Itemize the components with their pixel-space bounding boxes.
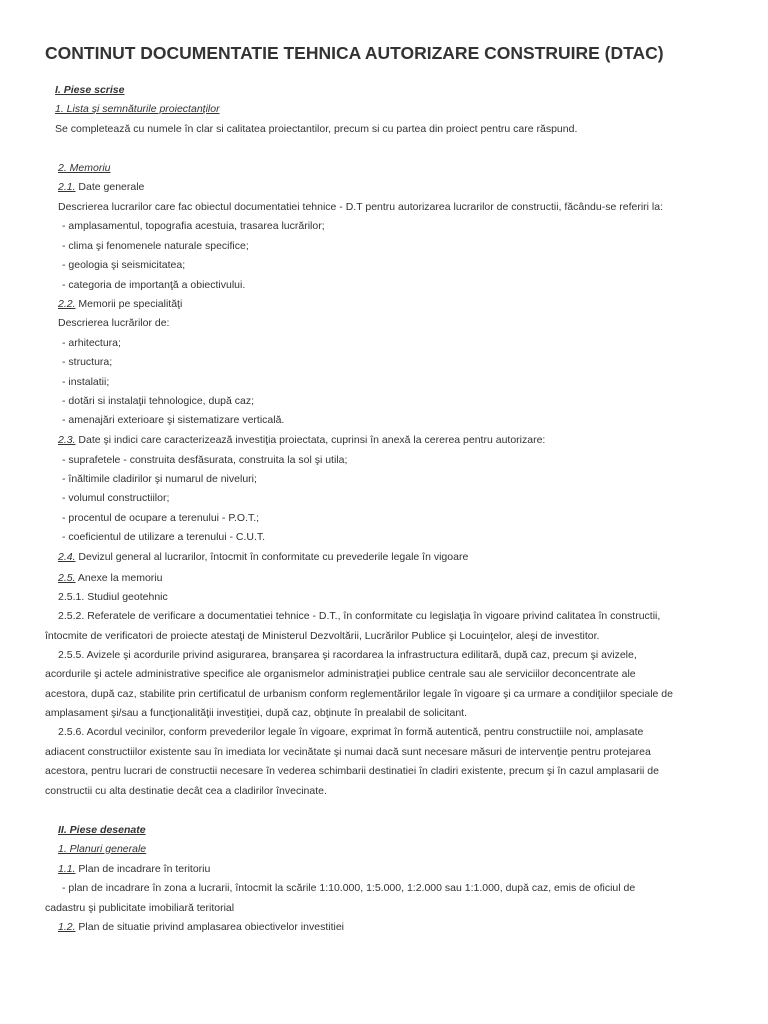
list-item: - coeficientul de utilizare a terenului - C.U.T.	[62, 531, 266, 543]
list-item: - înăltimile cladirilor şi numarul de niveluri;	[62, 473, 257, 485]
subheading-lista-semnaturi: 1. Lista şi semnăturile proiectanţilor	[55, 103, 220, 115]
paragraph-memorii: Descrierea lucrărilor de:	[58, 317, 170, 329]
item-label: Memorii pe specialităţi	[75, 298, 183, 310]
list-item: - amplasamentul, topografia acestuia, trasarea lucrărilor;	[62, 220, 325, 232]
paragraph-line: acestora, după caz, stabilite prin certificatul de urbanism conform reglementărilor legale în vigoare şi ca urmare a condiţiilor speciale de	[45, 688, 673, 700]
item-label: Plan de incadrare în teritoriu	[75, 863, 211, 875]
paragraph-line: acestora, pentru lucrari de constructii necesare în vederea schimbarii destinatiei în cladiri existente, precum şi în cazul amplasarii de	[45, 765, 659, 777]
item-label: Date generale	[75, 181, 145, 193]
paragraph-line: acordurile şi actele administrative specifice ale organismelor administraţiei publice centrale sau ale serviciilor deconcentrate ale	[45, 668, 636, 680]
paragraph-line: amplasament şi/sau a funcţionalităţii investiţiei, după caz, obţinute în prealabil de solicitant.	[45, 707, 467, 719]
subheading-memoriu: 2. Memoriu	[58, 162, 111, 174]
list-item: - clima şi fenomenele naturale specifice;	[62, 240, 249, 252]
item-2-4	[58, 550, 468, 564]
item-label: Anexe la memoriu	[75, 572, 163, 584]
paragraph-lista-semnaturi: Se completează cu numele în clar si calitatea proiectantilor, precum si cu partea din proiect pentru care răspund.	[55, 123, 578, 135]
list-item: - categoria de importanţă a obiectivului.	[62, 279, 246, 291]
list-item: - dotări si instalaţii tehnologice, după caz;	[62, 395, 255, 407]
item-2-2	[58, 297, 182, 311]
paragraph-line: întocmite de verificatori de proiecte atestaţi de Ministerul Dezvoltării, Lucrărilor Publice şi Locuinţelor, aleşi de investitor.	[45, 630, 600, 642]
item-1-2	[58, 920, 344, 934]
item-label: Devizul general al lucrarilor, întocmit în conformitate cu prevederile legale în vigoare	[75, 551, 469, 563]
list-item: - amenajări exterioare şi sistematizare verticală.	[62, 414, 285, 426]
item-number: 2.2.	[58, 298, 76, 310]
list-item: - volumul constructiilor;	[62, 492, 170, 504]
list-item: - suprafetele - construita desfăsurata, construita la sol şi utila;	[62, 454, 348, 466]
subheading-planuri-generale: 1. Planuri generale	[58, 843, 147, 855]
item-1-1	[58, 862, 210, 876]
item-number: 2.3.	[58, 434, 76, 446]
item-label: Plan de situatie privind amplasarea obiectivelor investitiei	[75, 921, 344, 933]
paragraph-line: 2.5.5. Avizele şi acordurile privind asigurarea, branşarea şi racordarea la infrastructura edilitară, după caz, precum şi avizele,	[58, 649, 637, 661]
list-item: - structura;	[62, 356, 113, 368]
paragraph-line: - plan de incadrare în zona a lucrarii, întocmit la scările 1:10.000, 1:5.000, 1:2.000 sau 1:1.000, după caz, emis de oficiul de	[62, 882, 636, 894]
paragraph-line: constructii cu alta destinatie decât cea a cladirilor învecinate.	[45, 785, 327, 797]
item-2-1	[58, 180, 144, 194]
item-2-5-1: 2.5.1. Studiul geotehnic	[58, 591, 168, 603]
item-label: Date şi indici care caracterizează investiţia proiectata, cuprinsi în anexă la cererea pentru autorizare:	[75, 434, 546, 446]
item-number: 2.4.	[58, 551, 76, 563]
paragraph-line: adiacent constructiilor existente sau în imediata lor vecinătate şi numai dacă sunt necesare măsuri de intervenţie pentru protejarea	[45, 746, 651, 758]
item-number: 1.1.	[58, 863, 76, 875]
list-item: - geologia şi seismicitatea;	[62, 259, 186, 271]
item-number: 2.1.	[58, 181, 76, 193]
item-2-5	[58, 571, 162, 585]
paragraph-line: 2.5.2. Referatele de verificare a documentatiei tehnice - D.T., în conformitate cu legislaţia în vigoare privind calitatea în constructii,	[58, 610, 661, 622]
item-number: 1.2.	[58, 921, 76, 933]
paragraph-line: cadastru şi publicitate imobiliară teritorial	[45, 902, 235, 914]
section-heading-piese-scrise: I. Piese scrise	[55, 84, 125, 96]
list-item: - procentul de ocupare a terenului - P.O.T.;	[62, 512, 260, 524]
paragraph-line: 2.5.6. Acordul vecinilor, conform prevederilor legale în vigoare, exprimat în formă autentică, pentru constructiile noi, amplasate	[58, 726, 644, 738]
item-2-3	[58, 433, 545, 447]
document-title: CONTINUT DOCUMENTATIE TEHNICA AUTORIZARE CONSTRUIRE (DTAC)	[45, 43, 664, 63]
paragraph-date-generale: Descrierea lucrarilor care fac obiectul documentatiei tehnice - D.T pentru autorizarea lucrarilor de constructii, făcându-se referiri la:	[58, 201, 663, 213]
item-number: 2.5.	[58, 572, 76, 584]
list-item: - instalatii;	[62, 376, 110, 388]
list-item: - arhitectura;	[62, 337, 121, 349]
section-heading-piese-desenate: II. Piese desenate	[58, 824, 146, 836]
